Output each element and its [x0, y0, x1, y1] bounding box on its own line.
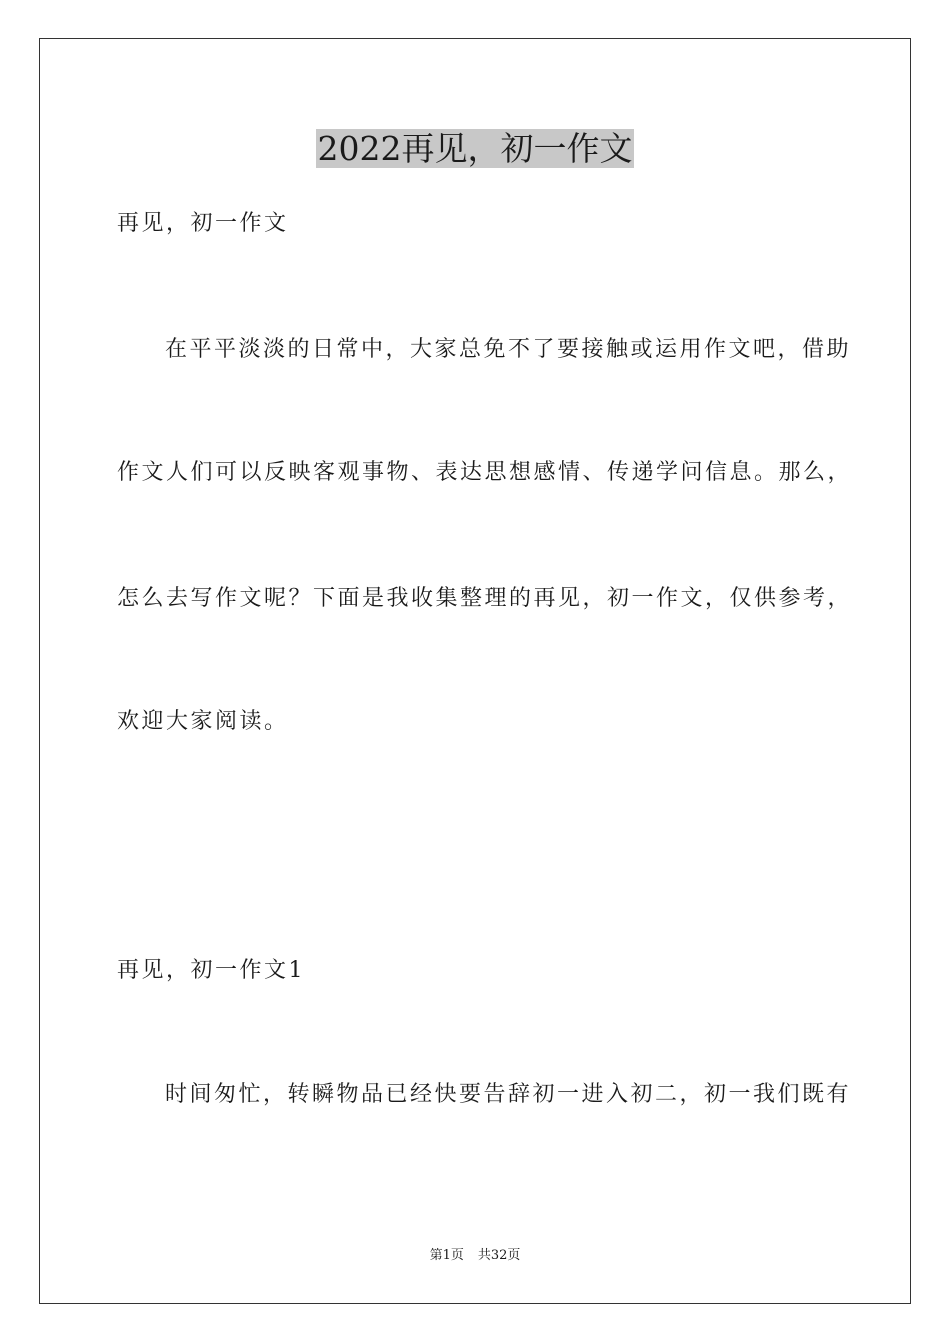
document-title-text: 2022再见，初一作文: [317, 129, 633, 168]
paragraph-line-2: 作文人们可以反映客观事物、表达思想感情、传递学问信息。那么，: [117, 460, 853, 485]
paragraph-line-3: 怎么去写作文呢？下面是我收集整理的再见，初一作文，仅供参考，: [117, 586, 853, 611]
section-heading-1: 再见，初一作文1: [117, 958, 305, 983]
subtitle-line: 再见，初一作文: [117, 211, 289, 236]
document-title: [0, 127, 950, 171]
page-footer: [0, 1247, 950, 1265]
paragraph-line-5: 时间匆忙，转瞬物品已经快要告辞初一进入初二，初一我们既有: [165, 1082, 852, 1107]
paragraph-line-4: 欢迎大家阅读。: [117, 709, 289, 734]
page-number-current: 第1页: [429, 1248, 464, 1263]
paragraph-line-1: 在平平淡淡的日常中，大家总免不了要接触或运用作文吧，借助: [165, 337, 852, 362]
page-number-total: 共32页: [477, 1248, 521, 1263]
